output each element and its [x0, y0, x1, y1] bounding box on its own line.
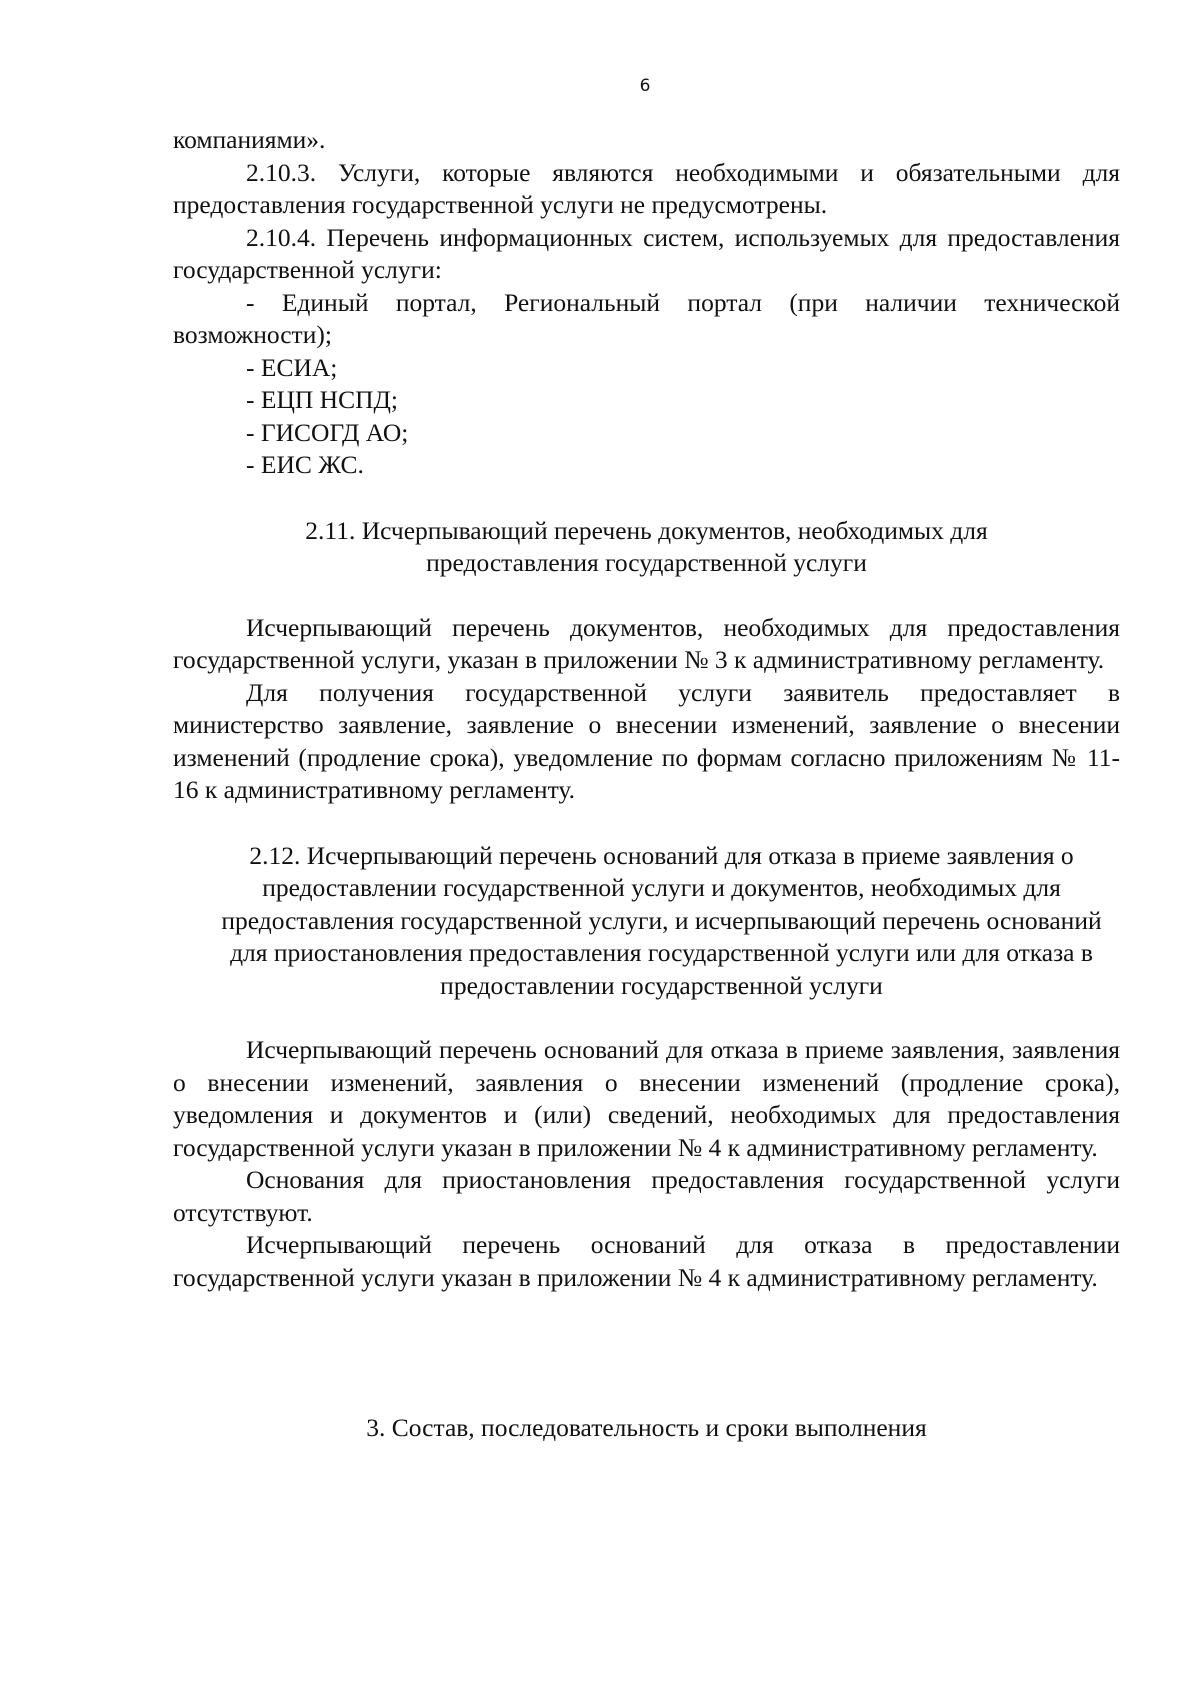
section-heading-3: 3. Состав, последовательность и сроки выполнения	[366, 1413, 927, 1442]
paragraph-2-12-a: Исчерпывающий перечень оснований для отказа в приеме заявления, заявления о внесении изменений, заявления о внесении изменений (продление срока), уведомления и документов и (или) сведений, необходимых для предоставления государственной услуги указан в приложении № 4 к административному регламенту.	[173, 1035, 1120, 1162]
page-number: 6	[639, 76, 651, 96]
list-item: - Единый портал, Региональный портал (при наличии технической возможности);	[173, 287, 1120, 349]
paragraph-2-11-a: Исчерпывающий перечень документов, необходимых для предоставления государственной услуги, указан в приложении № 3 к административному регламенту.	[173, 612, 1120, 674]
list-item: - ЕЦП НСПД;	[246, 385, 398, 414]
section-heading-2-12: 2.12. Исчерпывающий перечень оснований для отказа в приеме заявления о предоставлении государственной услуги и документов, необходимых для предоставления государственной услуги, и исчерпывающий перечень оснований для приостановления предоставления государственной услуги или для отказа в предоставлении государственной услуги	[221, 840, 1102, 1000]
paragraph-2-10-3: 2.10.3. Услуги, которые являются необходимыми и обязательными для предоставления государственной услуги не предусмотрены.	[173, 157, 1120, 219]
list-item: - ГИСОГД АО;	[246, 417, 409, 447]
list-item: - ЕСИА;	[246, 352, 338, 382]
document-body	[173, 124, 1120, 1445]
list-item: - ЕИС ЖС.	[246, 450, 364, 479]
continuation-text: компаниями».	[173, 125, 326, 154]
paragraph-2-11-b: Для получения государственной услуги заявитель предоставляет в министерство заявление, заявление о внесении изменений, заявление о внесении изменений (продление срока), уведомление по формам согласно приложениям № 11-16 к административному регламенту.	[173, 677, 1120, 804]
information-systems-list	[173, 287, 1120, 482]
paragraph-2-12-b: Основания для приостановления предоставления государственной услуги отсутствуют.	[173, 1165, 1120, 1227]
section-heading-2-11: 2.11. Исчерпывающий перечень документов, необходимых для предоставления государственной услуги	[305, 515, 988, 577]
paragraph-2-10-4: 2.10.4. Перечень информационных систем, используемых для предоставления государственной услуги:	[173, 222, 1120, 284]
paragraph-2-12-c: Исчерпывающий перечень оснований для отказа в предоставлении государственной услуги указан в приложении № 4 к административному регламенту.	[173, 1230, 1120, 1292]
